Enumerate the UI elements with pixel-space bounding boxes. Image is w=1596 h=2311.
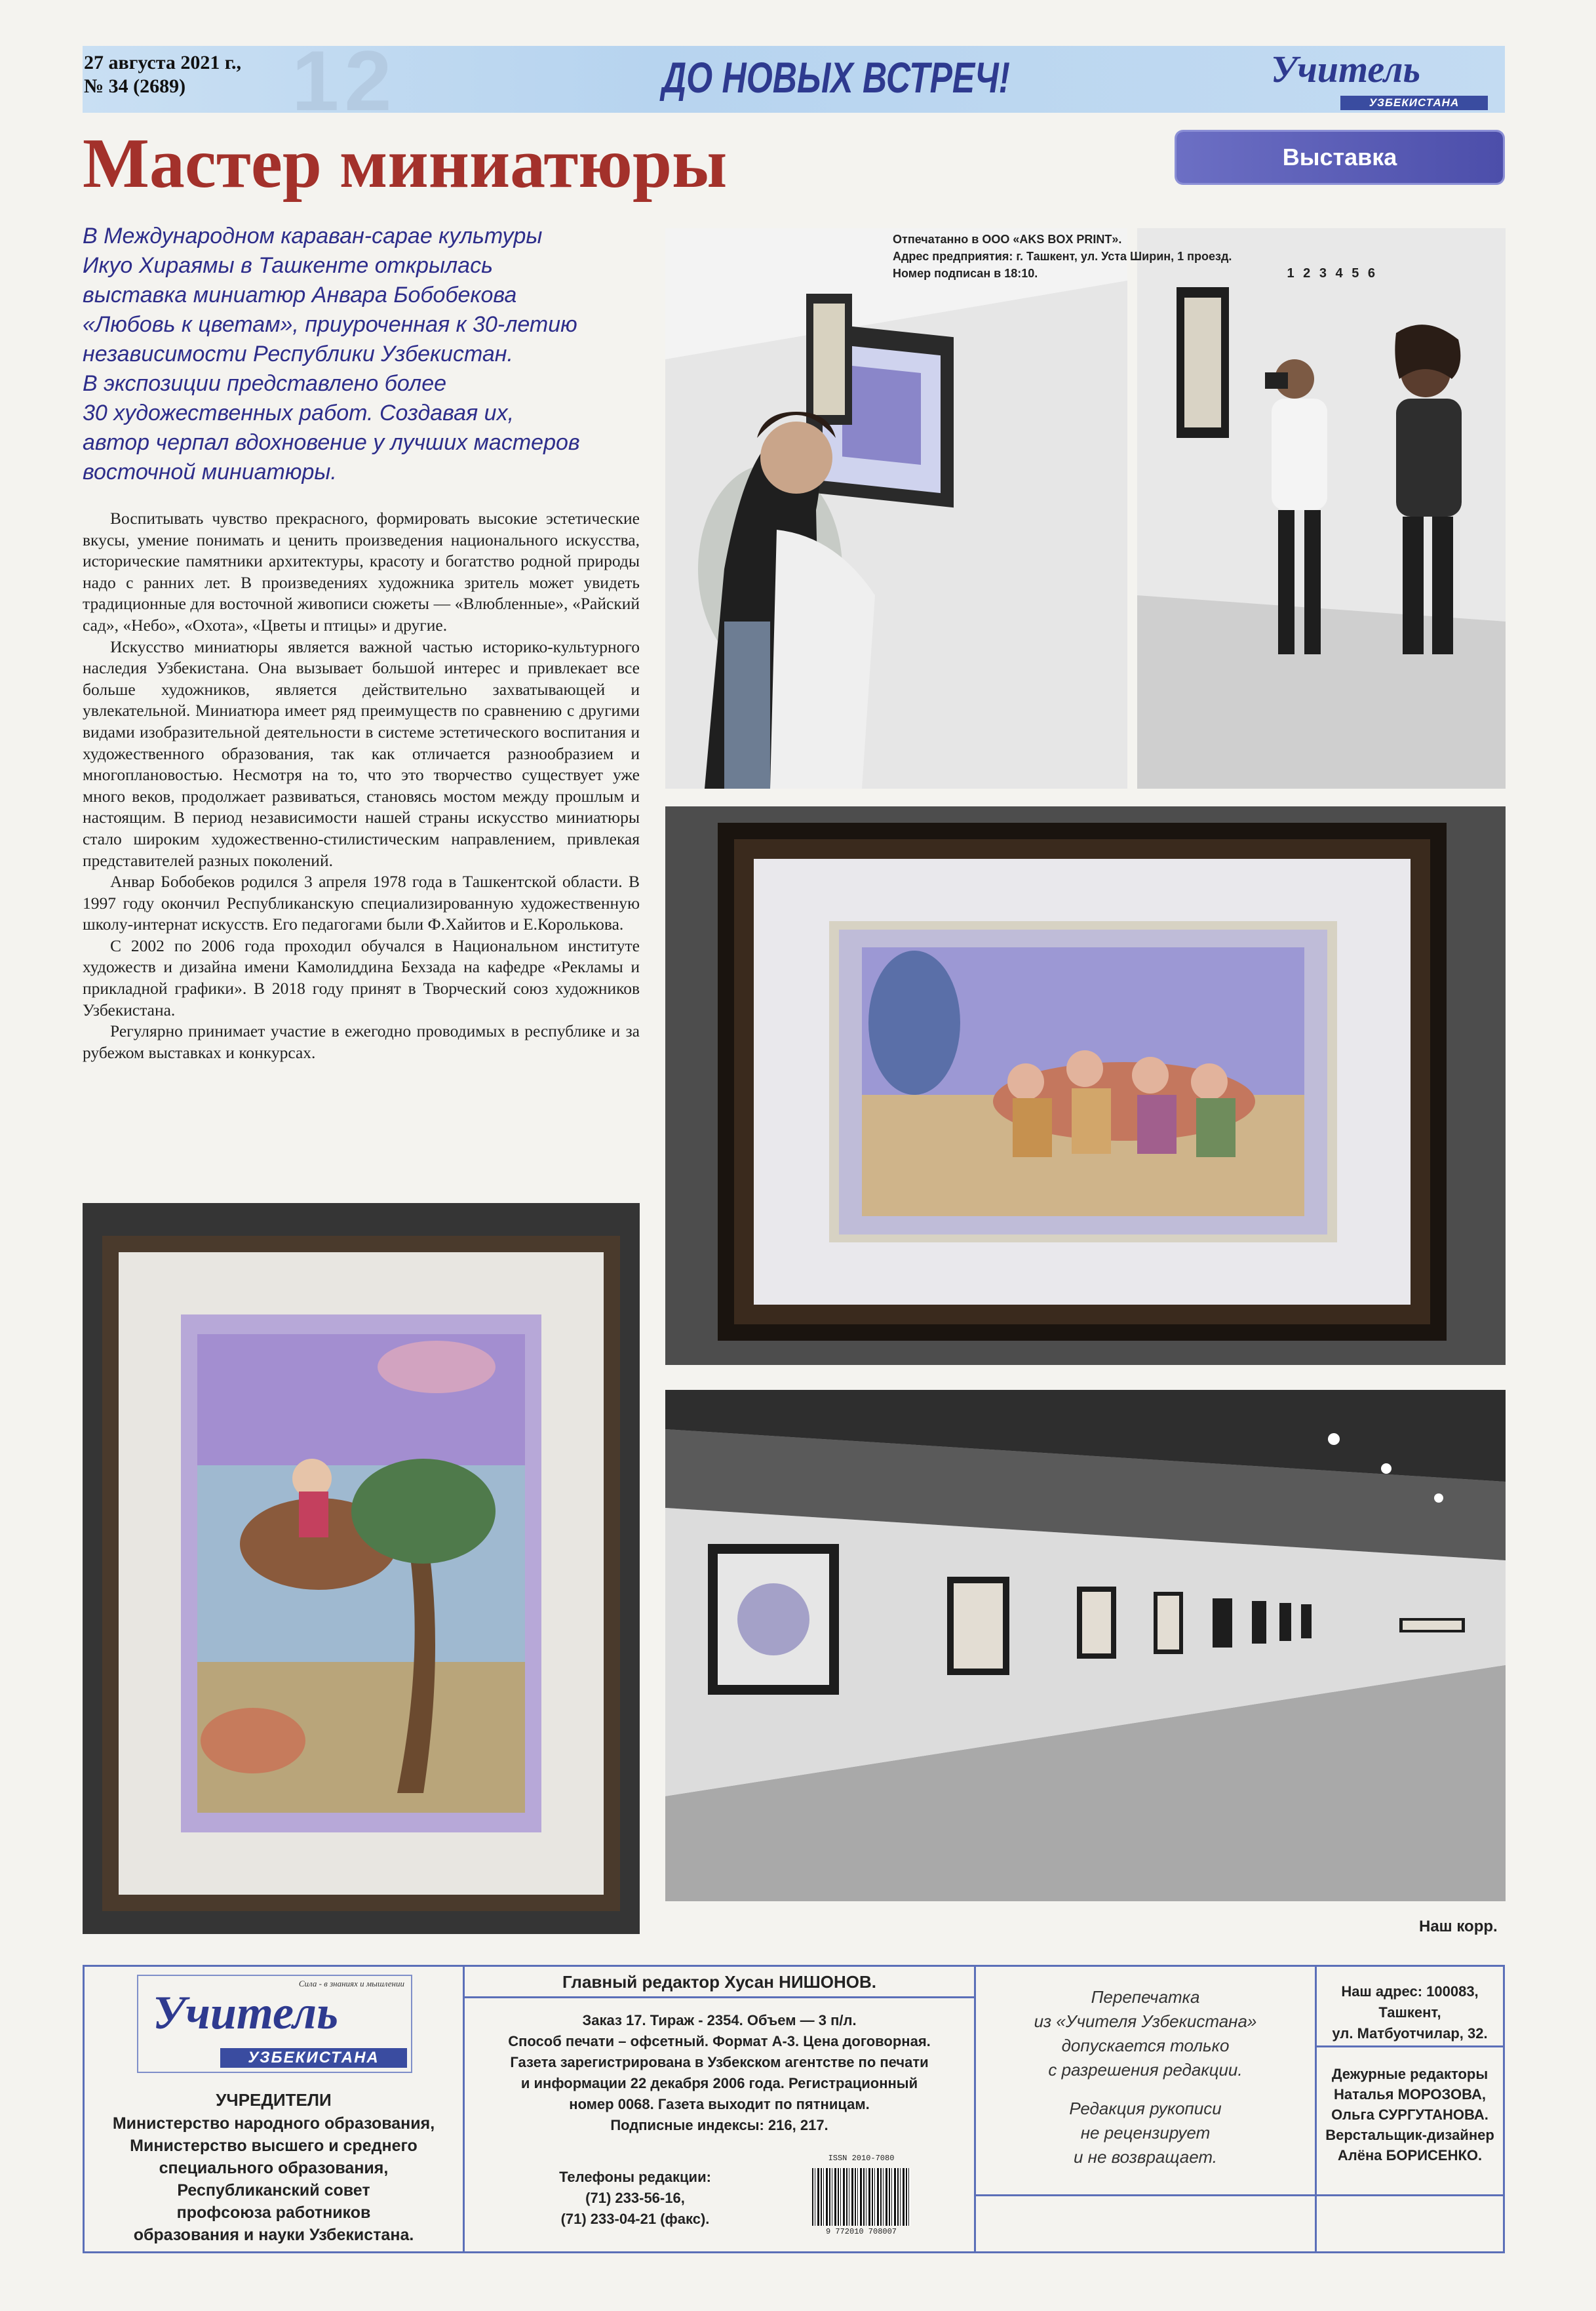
editorial-address <box>1317 1981 1503 2044</box>
photo-miniature-garden-drawing <box>665 806 1506 1365</box>
lead-line: независимости Республики Узбекистан. <box>83 342 513 366</box>
photo-photographer-drawing <box>1137 228 1506 789</box>
photo-visitors <box>665 228 1127 789</box>
body-paragraph: Анвар Бобобеков родился 3 апреля 1978 года в Ташкентской области. В 1997 году окончил Республиканскую специализированную художественную школу-интернат искусств. Его педагогами были Ф.Хайитов и Е.Королькова. <box>83 872 640 934</box>
print-info-line: Способ печати – офсетный. Формат А-3. Цена договорная. <box>508 2033 931 2049</box>
reprint-line: Перепечатка <box>1091 1987 1200 2007</box>
manuscripts-line: Редакция рукописи <box>1069 2099 1222 2118</box>
phones-line: (71) 233-56-16, <box>585 2190 685 2206</box>
barcode-bars <box>812 2168 910 2226</box>
reprint-line: из «Учителя Узбекистана» <box>1034 2011 1257 2031</box>
duty-editors-line: Алёна БОРИСЕНКО. <box>1337 2147 1483 2163</box>
duty-editors-line: Верстальщик-дизайнер <box>1325 2127 1494 2143</box>
barcode-issn: ISSN 2010-7080 <box>828 2154 895 2163</box>
barcode <box>812 2154 910 2239</box>
founders-list <box>85 2112 463 2246</box>
logo-bar: УЗБЕКИСТАНА <box>1340 96 1488 110</box>
imprint-founders-column <box>85 1967 465 2251</box>
founder-line: образования и науки Узбекистана. <box>133 2226 414 2244</box>
lead-line: В экспозиции представлено более <box>83 371 447 396</box>
photo-photographer <box>1137 228 1506 789</box>
barcode-digits: 9 772010 708007 <box>825 2227 897 2236</box>
phones-line: (71) 233-04-21 (факс). <box>560 2211 710 2227</box>
manuscripts-line: не рецензирует <box>1080 2123 1211 2143</box>
date-line: 27 августа 2021 г., <box>84 52 242 73</box>
phones-line: Телефоны редакции: <box>559 2169 711 2185</box>
photo-gallery-hall <box>665 1390 1506 1901</box>
print-info-line: и информации 22 декабря 2006 года. Регистрационный <box>520 2075 918 2091</box>
print-info-line: Подписные индексы: 216, 217. <box>610 2117 828 2133</box>
rubric-badge: Выставка <box>1177 132 1503 183</box>
printer-line: Номер подписан в 18:10. <box>893 267 1038 280</box>
photo-miniature-garden <box>665 806 1506 1365</box>
printer-info <box>893 231 1417 282</box>
founder-line: профсоюза работников <box>176 2203 371 2222</box>
issue-date <box>84 51 241 98</box>
address-line: ул. Матбуотчилар, 32. <box>1332 2025 1488 2042</box>
lead-line: В Международном караван-сарае культуры <box>83 224 543 248</box>
founder-line: Республиканский совет <box>177 2181 370 2200</box>
article-title: Мастер миниатюры <box>83 125 728 203</box>
printer-line: Адрес предприятия: г. Ташкент, ул. Уста Ширин, 1 проезд. <box>893 250 1232 263</box>
lead-line: 30 художественных работ. Создавая их, <box>83 401 515 425</box>
issue-line: № 34 (2689) <box>84 75 186 97</box>
print-info-line: Газета зарегистрирована в Узбекском агентстве по печати <box>510 2054 929 2070</box>
newspaper-logo <box>1262 50 1501 113</box>
body-paragraph: С 2002 по 2006 года проходил обучался в Национальном институте художеств и дизайна имени Камолиддина Бехзада на кафедре «Рекламы и прикладной графики». В 2018 году принят в Творческий союз художников Узбекистана. <box>83 936 640 1019</box>
imprint-address-column <box>1317 1967 1505 2251</box>
print-info <box>471 2010 967 2136</box>
duty-editors-line: Ольга СУРГУТАНОВА. <box>1331 2106 1489 2123</box>
divider <box>1317 2045 1503 2047</box>
duty-editors-line: Дежурные редакторы <box>1331 2066 1489 2082</box>
lead-line: выставка миниатюр Анвара Бобобекова <box>83 283 517 307</box>
editor-in-chief: Главный редактор Хусан НИШОНОВ. <box>562 1972 876 1992</box>
founder-line: Министерство высшего и среднего <box>130 2137 418 2155</box>
print-info-line: Заказ 17. Тираж - 2354. Объем — 3 п/л. <box>582 2012 857 2028</box>
imprint-editor-column <box>465 1967 976 2251</box>
duty-editors-line: Наталья МОРОЗОВА, <box>1334 2086 1486 2103</box>
logo-script: Учитель <box>153 1986 339 2039</box>
duty-editors <box>1317 2064 1503 2165</box>
photo-gallery-hall-drawing <box>665 1390 1506 1901</box>
lead-line: автор черпал вдохновение у лучших мастеров <box>83 430 580 455</box>
body-paragraph: Искусство миниатюры является важной частью историко-культурного наследия Узбекистана. Она вызывает большой интерес и привлекает все больше художников, является действительно захватывающей и увлекательной. Миниатюра имеет ряд преимуществ по сравнению с другими видами изобразительной деятельности в системе эстетического воспитания и художественного образования, так как отличается разнообразием и многоплановостью. Несмотря на то, что это творчество существует уже много веков, продолжает развиваться, становясь мостом между прошлым и настоящим. В период независимости нашей страны искусство миниатюры стало широким художественно-стилистическим направлением, привлекая представителей разных поколений. <box>83 637 640 870</box>
photo-miniature-rider-drawing <box>83 1203 640 1934</box>
lead-line: Икуо Хираямы в Ташкенте открылась <box>83 253 493 278</box>
printer-line: Отпечатанно в ООО «AKS BOX PRINT». <box>893 233 1122 246</box>
editorial-phones <box>465 2167 806 2230</box>
body-paragraph: Регулярно принимает участие в ежегодно проводимых в республике и за рубежом выставках и конкурсах. <box>83 1021 640 1062</box>
logo-tagline: Сила - в знаниях и мышлении <box>298 1979 404 1988</box>
reprint-note <box>976 1985 1315 2082</box>
photo-miniature-rider <box>83 1203 640 1934</box>
divider <box>465 1996 974 1998</box>
page-number: 12 <box>292 33 397 128</box>
section-slogan: ДО НОВЫХ ВСТРЕЧ! <box>662 53 1010 102</box>
print-info-line: номер 0068. Газета выходит по пятницам. <box>569 2096 870 2112</box>
body-paragraph: Воспитывать чувство прекрасного, формировать высокие эстетические вкусы, умение понимать и ценить произведения национального искусства, исторические памятники архитектуры, красоту и богатство родной природы надо с ранних лет. В произведениях художника зритель может увидеть традиционные для восточной живописи сюжеты — «Влюбленные», «Райский сад», «Небо», «Охота», «Цветы и птицы» и другие. <box>83 509 640 635</box>
article-lead <box>83 222 646 487</box>
manuscripts-line: и не возвращает. <box>1073 2147 1218 2167</box>
lead-line: «Любовь к цветам», приуроченная к 30-летию <box>83 312 577 337</box>
logo-bar: УЗБЕКИСТАНА <box>220 2048 407 2068</box>
imprint-box <box>83 1965 1505 2253</box>
article-body <box>83 508 640 1063</box>
reprint-line: с разрешения редакции. <box>1048 2060 1243 2080</box>
footer-logo <box>137 1975 412 2073</box>
lead-line: восточной миниатюры. <box>83 460 337 484</box>
photo-credit: Наш корр. <box>1419 1918 1498 1935</box>
photo-visitors-drawing <box>665 228 1127 789</box>
reprint-line: допускается только <box>1061 2036 1230 2055</box>
shift-numbers: 1 2 3 4 5 6 <box>1287 266 1378 281</box>
founder-line: специального образования, <box>159 2159 389 2177</box>
founder-line: Министерство народного образования, <box>112 2114 435 2133</box>
address-line: Наш адрес: 100083, Ташкент, <box>1341 1983 1479 2021</box>
manuscripts-note <box>976 2097 1315 2169</box>
divider <box>976 2194 1505 2196</box>
imprint-notes-column <box>976 1967 1317 2251</box>
founders-title: УЧРЕДИТЕЛИ <box>216 2090 332 2110</box>
logo-script: Учитель <box>1271 48 1420 90</box>
